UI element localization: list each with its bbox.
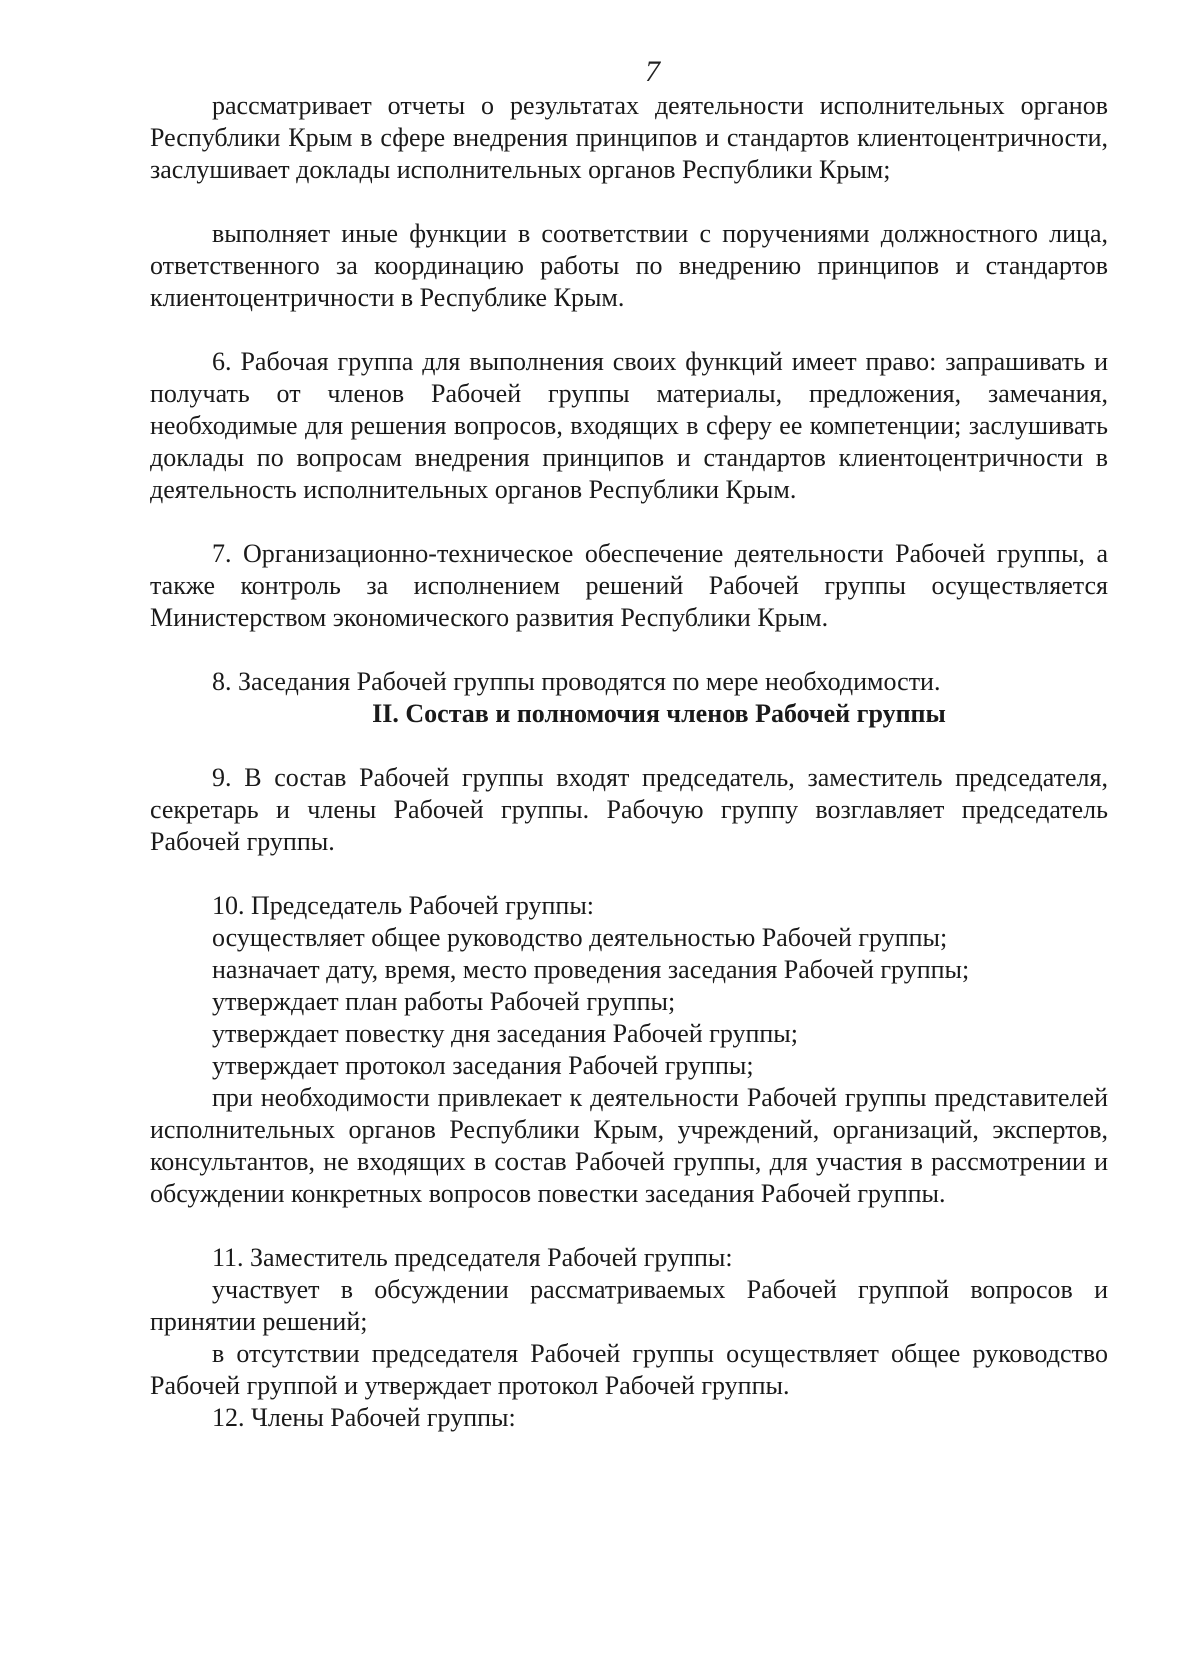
paragraph-6-rights: 6. Рабочая группа для выполнения своих функций имеет право: запрашивать и получать от членов Рабочей группы материалы, предложения, замечания, необходимые для решения вопросов, входящих в сферу ее компетенции; заслушивать доклады по вопросам внедрения принципов и стандартов клиентоцентричности в деятельность исполнительных органов Республики Крым. xyxy=(150,347,1108,504)
chair-duty-item: назначает дату, время, место проведения заседания Рабочей группы; xyxy=(212,955,970,984)
paragraph-9-composition: 9. В состав Рабочей группы входят председатель, заместитель председателя, секретарь и члены Рабочей группы. Рабочую группу возглавляет председатель Рабочей группы. xyxy=(150,763,1108,856)
page-number: 7 xyxy=(645,55,660,88)
deputy-duty-item: участвует в обсуждении рассматриваемых Рабочей группой вопросов и принятии решений; xyxy=(150,1275,1108,1336)
paragraph-other-functions: выполняет иные функции в соответствии с поручениями должностного лица, ответственного за координацию работы по внедрению принципов и стандартов клиентоцентричности в Республике Крым. xyxy=(150,219,1108,312)
chair-duty-item: утверждает план работы Рабочей группы; xyxy=(212,987,676,1016)
paragraph-12-title: 12. Члены Рабочей группы: xyxy=(212,1403,516,1432)
paragraph-11-title: 11. Заместитель председателя Рабочей группы: xyxy=(212,1243,733,1272)
chair-duty-item: утверждает повестку дня заседания Рабочей группы; xyxy=(212,1019,799,1048)
chair-duty-item: утверждает протокол заседания Рабочей группы; xyxy=(212,1051,754,1080)
deputy-duty-item: в отсутствии председателя Рабочей группы осуществляет общее руководство Рабочей группой и утверждает протокол Рабочей группы. xyxy=(150,1339,1108,1400)
paragraph-10-title: 10. Председатель Рабочей группы: xyxy=(212,891,595,920)
paragraph-7-support: 7. Организационно-техническое обеспечение деятельности Рабочей группы, а также контроль за исполнением решений Рабочей группы осуществляется Министерством экономического развития Республики Крым. xyxy=(150,539,1108,632)
chair-duty-item: осуществляет общее руководство деятельностью Рабочей группы; xyxy=(212,923,948,952)
paragraph-8-meetings: 8. Заседания Рабочей группы проводятся по мере необходимости. xyxy=(212,667,941,696)
section-heading-2: II. Состав и полномочия членов Рабочей группы xyxy=(372,699,946,728)
paragraph-reports: рассматривает отчеты о результатах деятельности исполнительных органов Республики Крым в сфере внедрения принципов и стандартов клиентоцентричности, заслушивает доклады исполнительных органов Республики Крым; xyxy=(150,91,1108,184)
document-body xyxy=(150,90,1108,1434)
chair-duty-invite: при необходимости привлекает к деятельности Рабочей группы представителей исполнительных органов Республики Крым, учреждений, организаций, экспертов, консультантов, не входящих в состав Рабочей группы, для участия в рассмотрении и обсуждении конкретных вопросов повестки заседания Рабочей группы. xyxy=(150,1083,1108,1208)
